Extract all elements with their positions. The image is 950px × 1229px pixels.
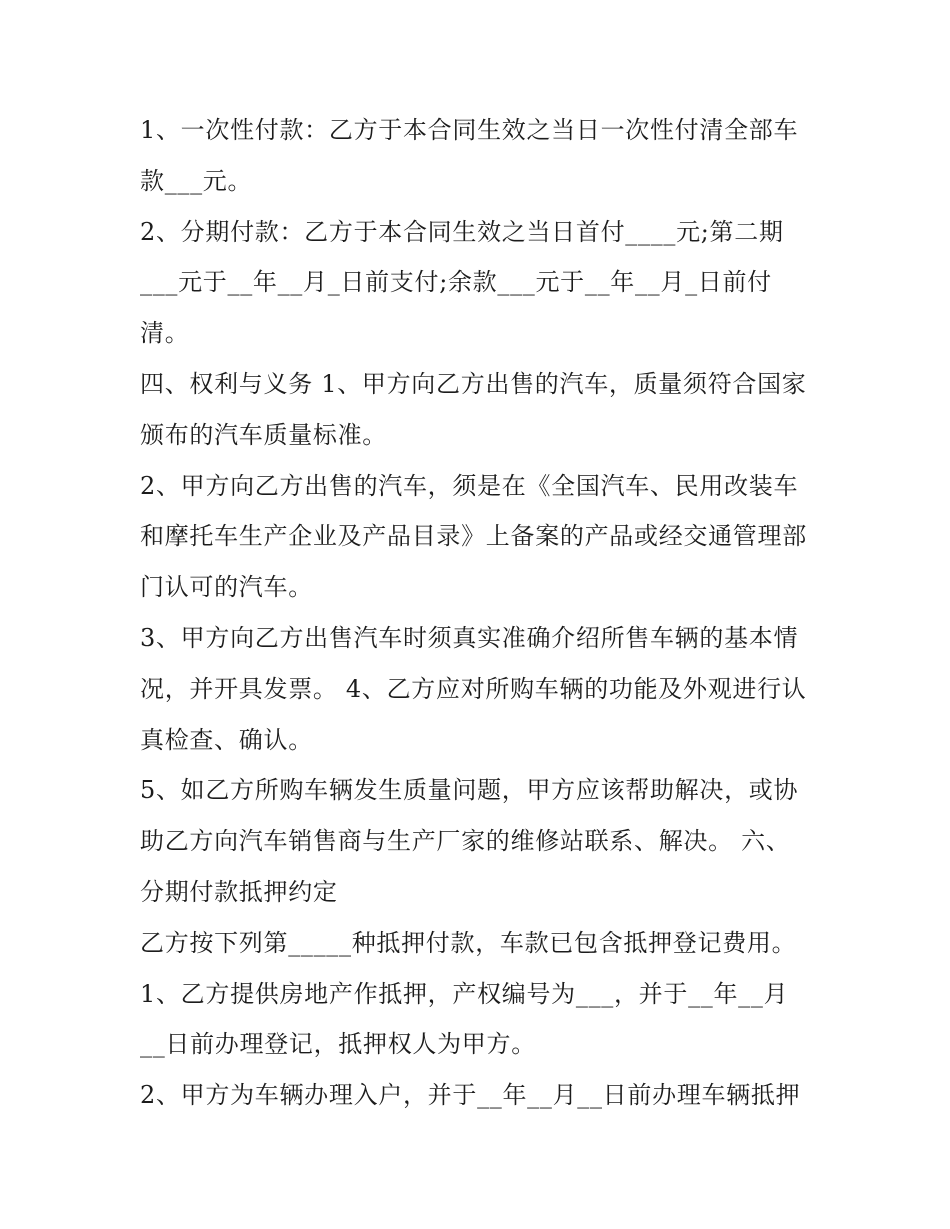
text-line: 5、如乙方所购车辆发生质量问题，甲方应该帮助解决，或协 [140,776,799,805]
text-line: 款___元。 [140,166,253,195]
text-line: 1、乙方提供房地产作抵押，产权编号为___，并于__年__月 [140,979,789,1008]
text-line: 2、甲方向乙方出售的汽车，须是在《全国汽车、民用改装车 [140,471,799,500]
document-body [140,105,840,1121]
text-line: 2、分期付款：乙方于本合同生效之当日首付____元;第二期 [140,217,784,246]
text-line: 颁布的汽车质量标准。 [140,420,387,449]
text-line: 清。 [140,319,190,348]
text-line: 门认可的汽车。 [140,573,313,602]
text-line: 2、甲方为车辆办理入户，并于__年__月__日前办理车辆抵押 [140,1081,801,1110]
text-line: 真检查、确认。 [140,725,313,754]
text-line: 况，并开具发票。 4、乙方应对所购车辆的功能及外观进行认 [140,674,807,703]
section-heading-line: 分期付款抵押约定 [140,877,338,906]
text-line: 四、权利与义务 1、甲方向乙方出售的汽车，质量须符合国家 [140,369,807,398]
text-line: 乙方按下列第_____种抵押付款，车款已包含抵押登记费用。 [140,928,797,957]
text-line: __日前办理登记，抵押权人为甲方。 [140,1030,536,1059]
text-line: 1、一次性付款：乙方于本合同生效之当日一次性付清全部车 [140,116,799,144]
text-line: 3、甲方向乙方出售汽车时须真实准确介绍所售车辆的基本情 [140,623,799,652]
text-line: 和摩托车生产企业及产品目录》上备案的产品或经交通管理部 [140,522,807,551]
text-line: 助乙方向汽车销售商与生产厂家的维修站联系、解决。 六、 [140,827,791,856]
text-line: ___元于__年__月_日前支付;余款___元于__年__月_日前付 [140,268,772,297]
